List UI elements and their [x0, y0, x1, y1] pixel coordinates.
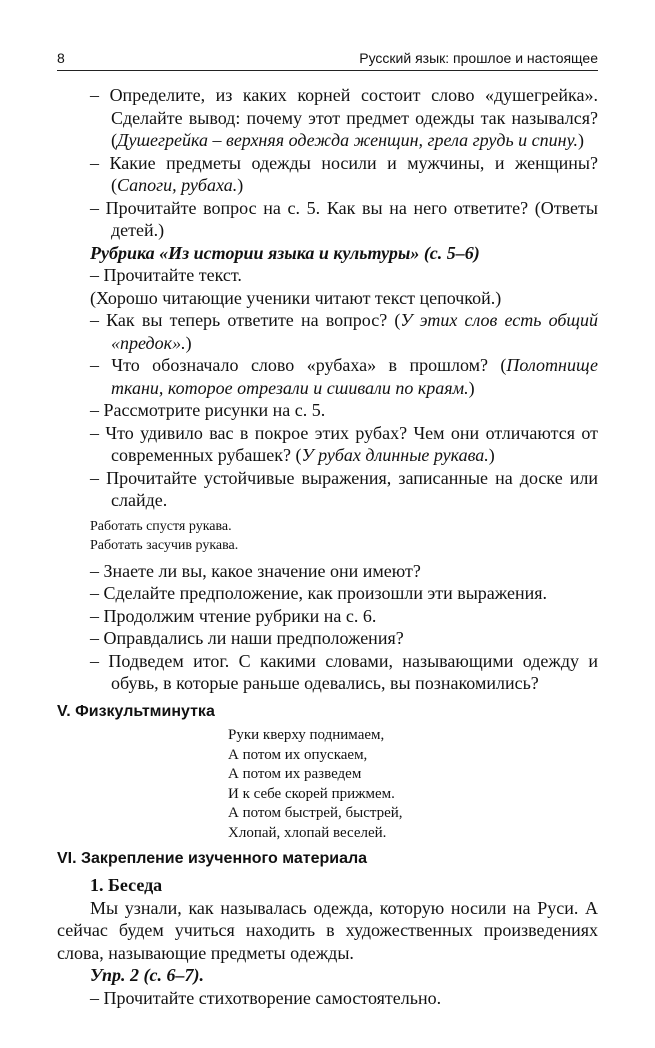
question-item: – Оправдались ли наши предположения?	[90, 628, 404, 648]
running-title: Русский язык: прошлое и настоящее	[359, 50, 598, 66]
poem-line: Руки кверху поднимаем,	[228, 727, 385, 743]
expressions-block	[90, 517, 598, 555]
read-instruction: – Прочитайте текст.	[90, 265, 242, 285]
question-item: – Рассмотрите рисунки на с. 5.	[90, 400, 326, 420]
poem-line: А потом их разведем	[228, 766, 362, 782]
question-item: – Что удивило вас в покрое этих рубах? Чем они отличаются от современных рубашек? (У рубах длинные рукава.)	[90, 422, 598, 465]
exercise-ref: Упр. 2 (с. 6–7).	[90, 965, 205, 985]
page-header	[57, 48, 598, 71]
page-number: 8	[57, 50, 65, 66]
rubric-heading: Рубрика «Из истории языка и культуры» (с. 5–6)	[90, 242, 480, 263]
question-item: – Определите, из каких корней состоит слово «душегрейка». Сделайте вывод: почему этот предмет одежды так назывался? (Душегрейка – верхняя одежда женщин, грела грудь и спину.)	[90, 85, 598, 150]
expression-line: Работать спустя рукава.	[90, 518, 232, 534]
lesson-body	[90, 84, 598, 695]
question-item: – Что обозначало слово «рубаха» в прошлом? (Полотнище ткани, которое отрезали и сшивали по краям.)	[90, 355, 598, 398]
poem	[228, 726, 403, 843]
question-item: – Прочитайте вопрос на с. 5. Как вы на него ответите? (Ответы детей.)	[90, 197, 598, 240]
poem-line: А потом их опускаем,	[228, 746, 368, 763]
instruction: – Прочитайте стихотворение самостоятельно.	[90, 987, 442, 1008]
question-item: – Как вы теперь ответите на вопрос? (У этих слов есть общий «предок».)	[90, 310, 598, 353]
poem-line: А потом быстрей, быстрей,	[228, 805, 403, 821]
question-item: – Прочитайте устойчивые выражения, записанные на доске или слайде.	[90, 467, 598, 510]
section6-body	[57, 874, 598, 1009]
poem-line: Хлопай, хлопай веселей.	[228, 824, 387, 841]
paragraph: Мы узнали, как называлась одежда, которую носили на Руси. А сейчас будем учиться находить в художественных произведениях слова, называющие предметы одежды.	[57, 897, 598, 963]
read-note: (Хорошо читающие ученики читают текст цепочкой.)	[90, 287, 502, 308]
question-item: – Сделайте предположение, как произошли эти выражения.	[90, 583, 548, 603]
expression-line: Работать засучив рукава.	[90, 537, 239, 553]
section-heading-6: VI. Закрепление изученного материала	[57, 850, 368, 867]
question-item: – Знаете ли вы, какое значение они имеют?	[90, 560, 421, 581]
question-item: – Подведем итог. С какими словами, называющими одежду и обувь, в которые раньше одевались, вы познакомились?	[90, 650, 598, 693]
section-heading-5: V. Физкультминутка	[57, 703, 215, 720]
subheading: 1. Беседа	[90, 875, 163, 895]
question-item: – Продолжим чтение рубрики на с. 6.	[90, 605, 377, 626]
question-item: – Какие предметы одежды носили и мужчины, и женщины? (Сапоги, рубаха.)	[90, 152, 598, 195]
poem-line: И к себе скорей прижмем.	[228, 785, 395, 802]
